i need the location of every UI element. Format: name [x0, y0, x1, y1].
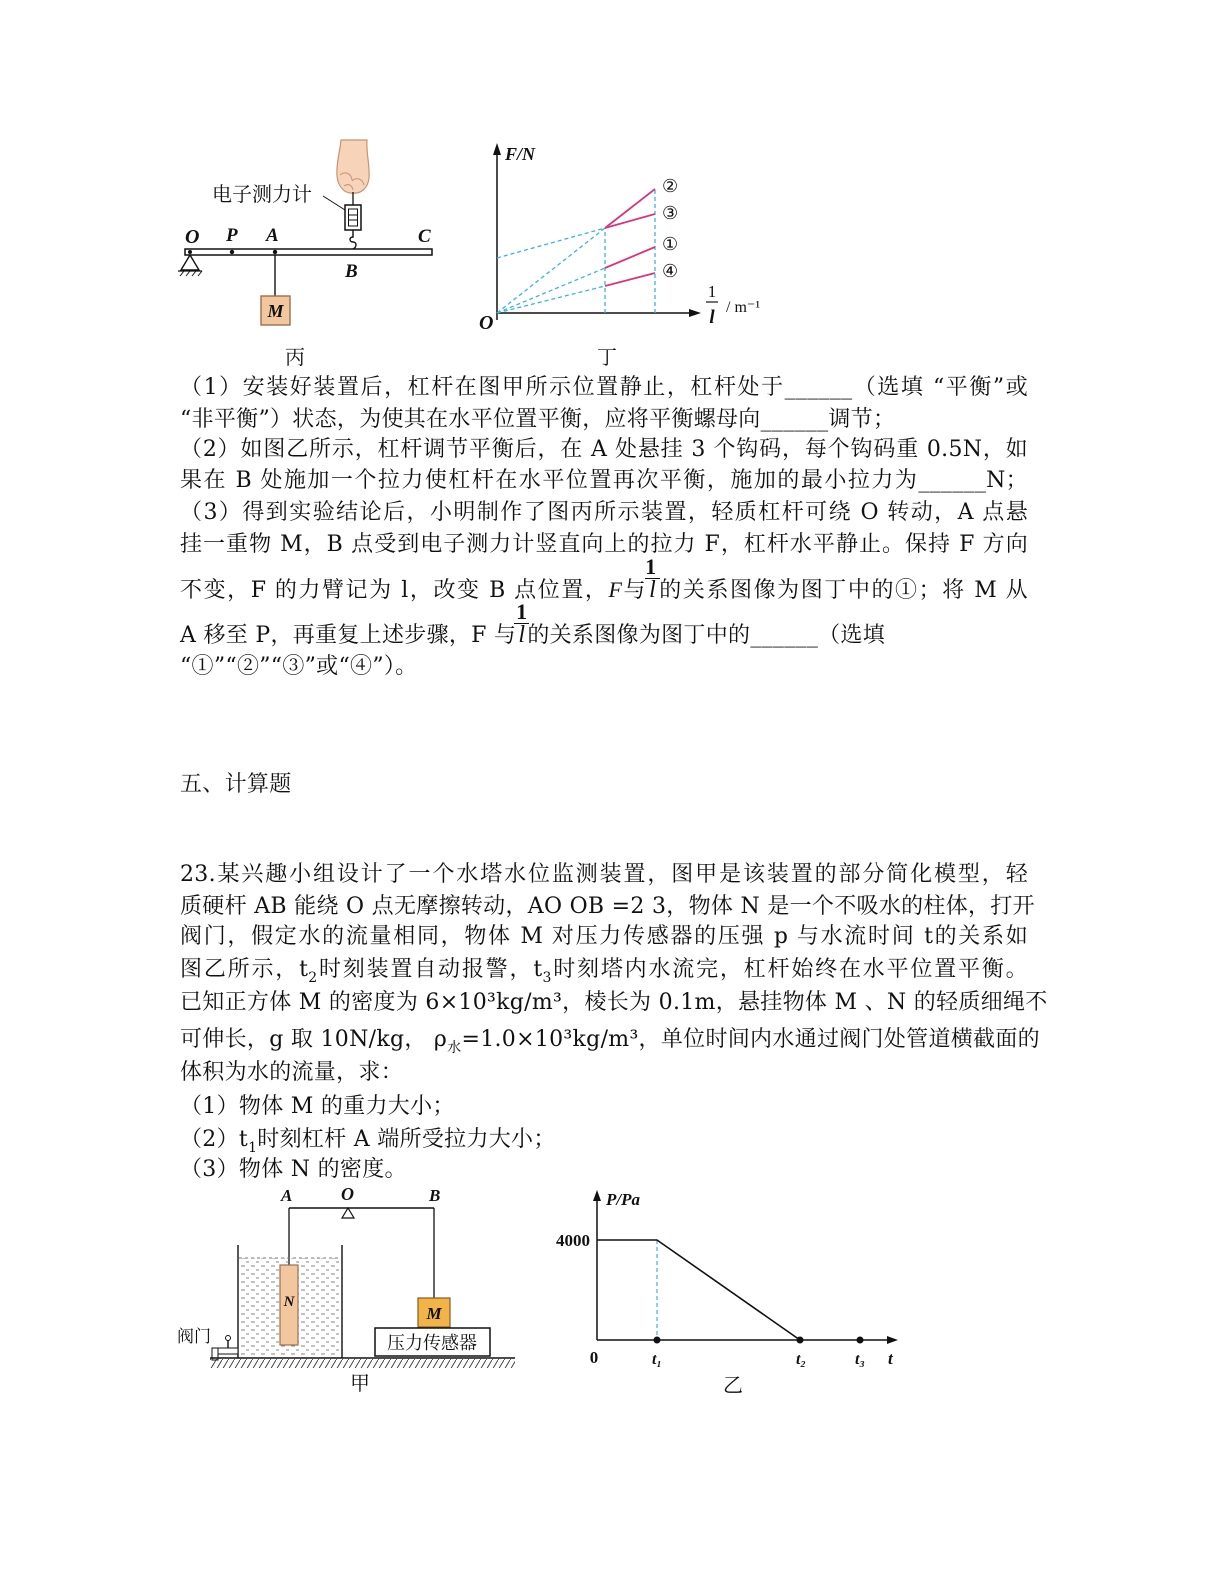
lever-bar	[185, 249, 432, 255]
time-subscript: 1	[248, 1140, 258, 1156]
figure-caption: 乙	[723, 1373, 743, 1397]
label-a: A	[281, 1186, 293, 1205]
curve-label-3: ③	[662, 203, 679, 224]
ground-hatch	[210, 1359, 515, 1368]
q22-line-2: “非平衡”）状态，为使其在水平位置平衡，应将平衡螺母向______调节；	[180, 407, 896, 432]
fraction-numerator: 1	[645, 556, 660, 579]
section-title: 五、计算题	[180, 772, 292, 797]
y-axis-arrow	[593, 1190, 601, 1201]
y-axis-label: P/Pa	[606, 1190, 640, 1209]
fraction-denominator: l	[649, 577, 657, 603]
label-p: P	[226, 225, 238, 246]
q23-sub-question-3: （3）物体 N 的密度。	[180, 1157, 407, 1182]
pivot-hatch	[180, 271, 184, 276]
point-p-dot	[230, 250, 234, 254]
q23-line-6	[180, 1025, 1040, 1056]
q22-line-9: “①”“②”“③”或“④”）。	[180, 654, 418, 679]
text-segment: 的关系图像为图丁中的______（选填	[527, 623, 886, 648]
text-segment: 时刻杠杆 A 端所受拉力大小；	[257, 1127, 556, 1152]
q22-line-8	[180, 599, 886, 651]
valve-label: 阀门	[177, 1327, 211, 1347]
x-axis-label-denominator: l	[709, 307, 715, 328]
scale-hook	[350, 230, 356, 249]
q22-line-6: 挂一重物 M，B 点受到电子测力计竖直向上的拉力 F，杠杆水平静止。保持 F 方向	[180, 532, 1028, 557]
density-subscript: 水	[447, 1040, 462, 1056]
pivot-hatch	[198, 271, 202, 276]
curve-2	[605, 189, 655, 228]
variable-f: F	[608, 577, 623, 602]
label-o: O	[341, 1184, 354, 1204]
curve-label-4: ④	[662, 261, 679, 282]
label-b: B	[345, 261, 358, 282]
text-segment: 图乙所示，	[180, 957, 300, 982]
point-o-dot	[188, 250, 192, 254]
label-a: A	[266, 225, 279, 246]
valve-handle	[226, 1336, 231, 1341]
pivot-triangle	[342, 1208, 354, 1218]
object-n-label: N	[283, 1294, 295, 1310]
meter-leader-line	[323, 196, 345, 210]
text-segment: 可伸长，g 取 10N/kg， ρ	[180, 1027, 448, 1052]
fraction-one-over-l	[516, 599, 528, 648]
q22-line-4: 果在 B 处施加一个拉力使杠杆在水平位置再次平衡，施加的最小拉力为______N；	[180, 468, 1028, 493]
y-axis-label: F/N	[505, 144, 536, 164]
q23-sub-question-1: （1）物体 M 的重力大小；	[180, 1094, 455, 1119]
figure-jia	[170, 1180, 530, 1400]
valve-icon	[212, 1336, 238, 1361]
spring-scale	[345, 205, 361, 230]
origin-label: 0	[589, 1348, 599, 1367]
pivot-hatch	[192, 271, 196, 276]
pivot-hatch	[186, 271, 190, 276]
t2-dot	[797, 1337, 804, 1344]
figure-ding	[470, 130, 780, 370]
figure-yi	[540, 1180, 910, 1400]
pivot-support	[178, 255, 202, 276]
curves	[605, 189, 655, 286]
pressure-sensor-label: 压力传感器	[387, 1333, 477, 1354]
text-segment: =1.0×10³kg/m³，单位时间内水通过阀门处管道横截面的	[461, 1027, 1040, 1052]
weight-label: M	[267, 301, 284, 321]
text-segment: 时刻装置自动报警，	[317, 957, 534, 982]
curve-2-extension	[497, 228, 605, 313]
figure-caption: 丁	[597, 345, 617, 369]
origin-label: O	[479, 312, 494, 334]
curve-3-extension	[497, 228, 605, 258]
meter-label: 电子测力计	[212, 182, 312, 206]
time-symbol: t	[238, 1127, 249, 1152]
hand-shape	[337, 140, 369, 193]
text-segment: 的关系图像为图丁中的①；将 M 从	[658, 578, 1028, 603]
q22-line-3: （2）如图乙所示，杠杆调节平衡后，在 A 处悬挂 3 个钩码，每个钩码重 0.5N，如	[180, 437, 1028, 462]
time-subscript: 3	[542, 970, 552, 986]
fraction-numerator: 1	[516, 599, 528, 624]
x-axis-label: t	[888, 1349, 893, 1368]
y-axis-arrow	[493, 143, 501, 155]
time-subscript: 2	[308, 970, 318, 986]
t3-dot	[857, 1337, 864, 1344]
curve-label-1: ①	[662, 234, 679, 255]
t3-label: t₃	[854, 1351, 866, 1368]
pressure-curve	[597, 1240, 800, 1340]
label-o: O	[185, 226, 200, 248]
q23-line-1: 23.某兴趣小组设计了一个水塔水位监测装置，图甲是该装置的部分简化模型，轻	[180, 862, 1028, 887]
text-segment: 时刻塔内水流完，杠杆始终在水平位置平衡。	[551, 957, 1028, 982]
point-a-dot	[273, 250, 277, 254]
text-segment: 不变，F 的力臂记为 l，改变 B 点位置，	[180, 578, 609, 603]
time-symbol: t	[299, 957, 309, 982]
curve-3	[605, 214, 655, 228]
q23-line-5: 已知正方体 M 的密度为 6×10³kg/m³，棱长为 0.1m，悬挂物体 M 、N 的轻质细绳不	[180, 990, 1048, 1015]
q22-line-5: （3）得到实验结论后，小明制作了图丙所示装置，轻质杠杆可绕 O 转动，A 点悬	[180, 500, 1028, 525]
fraction-denominator: l	[518, 622, 526, 648]
q23-sub-question-2	[180, 1125, 556, 1155]
q23-line-7: 体积为水的流量，求：	[180, 1060, 404, 1085]
curve-4	[605, 273, 655, 286]
curve-label-2: ②	[662, 176, 679, 197]
q22-line-1: （1）安装好装置后，杠杆在图甲所示位置静止，杠杆处于______（选填 “平衡”或	[180, 375, 1028, 400]
time-symbol: t	[533, 957, 543, 982]
curve-1	[605, 247, 655, 268]
x-axis-arrow	[689, 309, 701, 317]
x-axis-label-numerator: 1	[707, 282, 717, 301]
t1-label: t₁	[651, 1351, 663, 1368]
text-segment: 与	[622, 578, 648, 603]
q22-line-7	[180, 554, 1028, 605]
label-c: C	[418, 226, 431, 247]
x-axis-arrow	[887, 1336, 898, 1344]
pivot-triangle	[181, 255, 199, 270]
hand	[337, 140, 369, 193]
text-segment: （2）	[180, 1127, 239, 1152]
label-b: B	[429, 1186, 441, 1205]
figure-caption: 甲	[350, 1371, 370, 1395]
y-tick-label: 4000	[556, 1231, 590, 1250]
x-axis-unit: / m⁻¹	[726, 299, 761, 316]
t2-label: t₂	[795, 1351, 807, 1368]
object-m-label: M	[426, 1304, 442, 1323]
figure-caption: 丙	[285, 345, 305, 369]
q23-line-2: 质硬杆 AB 能绕 O 点无摩擦转动，AO OB =2 3，物体 N 是一个不吸水的柱体，打开	[180, 894, 1035, 919]
figure-bing	[170, 130, 450, 370]
fraction-one-over-l	[645, 554, 658, 603]
t1-dot	[654, 1337, 661, 1344]
text-segment: A 移至 P，再重复上述步骤，F 与	[180, 623, 517, 648]
q23-line-4	[180, 955, 1028, 985]
valve-pipe	[218, 1348, 238, 1354]
q23-line-3: 阀门，假定水的流量相同，物体 M 对压力传感器的压强 p 与水流时间 t的关系如	[180, 924, 1028, 949]
